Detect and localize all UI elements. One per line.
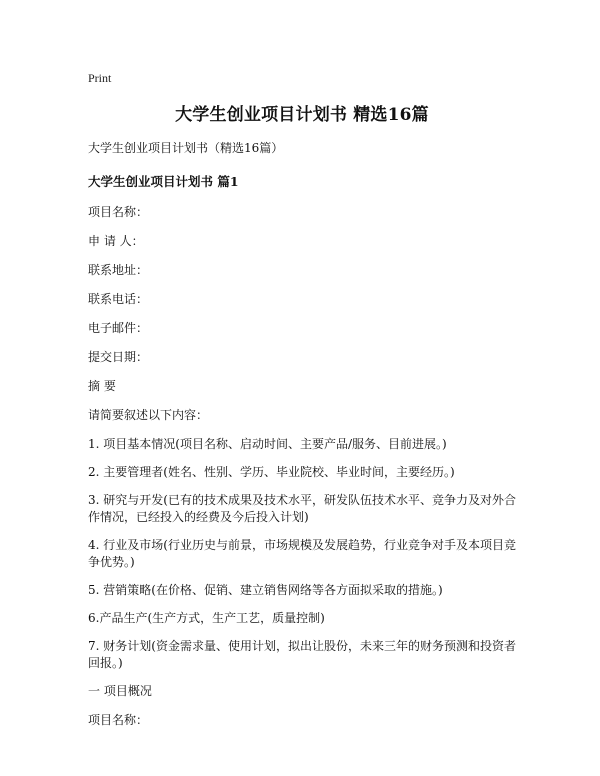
field-submit-date: 提交日期： bbox=[88, 350, 149, 364]
list-item: 6.产品生产(生产方式，生产工艺，质量控制) bbox=[88, 611, 325, 625]
list-item: 2. 主要管理者(姓名、性别、学历、毕业院校、毕业时间，主要经历。) bbox=[88, 465, 455, 479]
overview-field-project-name: 项目名称： bbox=[88, 713, 149, 727]
field-project-name: 项目名称： bbox=[88, 205, 149, 219]
document-subtitle: 大学生创业项目计划书（精选16篇） bbox=[88, 141, 284, 155]
field-address: 联系地址： bbox=[88, 263, 149, 277]
field-applicant: 申 请 人： bbox=[88, 234, 144, 248]
document-title: 大学生创业项目计划书 精选16篇 bbox=[175, 105, 429, 125]
field-phone: 联系电话： bbox=[88, 292, 149, 306]
list-item: 1. 项目基本情况(项目名称、启动时间、主要产品/服务、目前进展。) bbox=[88, 437, 447, 451]
list-item: 5. 营销策略(在价格、促销、建立销售网络等各方面拟采取的措施。) bbox=[88, 583, 443, 597]
field-email: 电子邮件： bbox=[88, 321, 149, 335]
overview-heading: 一 项目概况 bbox=[88, 684, 152, 698]
list-item: 7. 财务计划(资金需求量、使用计划，拟出让股份，未来三年的财务预测和投资者回报。) bbox=[88, 639, 516, 670]
abstract-heading: 摘 要 bbox=[88, 379, 116, 393]
section-heading: 大学生创业项目计划书 篇1 bbox=[88, 174, 239, 189]
list-item: 3. 研究与开发(已有的技术成果及技术水平，研发队伍技术水平、竞争力及对外合作情况，已经投入的经费及今后投入计划) bbox=[88, 493, 516, 524]
list-item: 4. 行业及市场(行业历史与前景，市场规模及发展趋势，行业竞争对手及本项目竞争优势。) bbox=[88, 538, 516, 569]
abstract-intro: 请简要叙述以下内容： bbox=[88, 408, 209, 422]
print-label[interactable]: Print bbox=[88, 71, 112, 85]
